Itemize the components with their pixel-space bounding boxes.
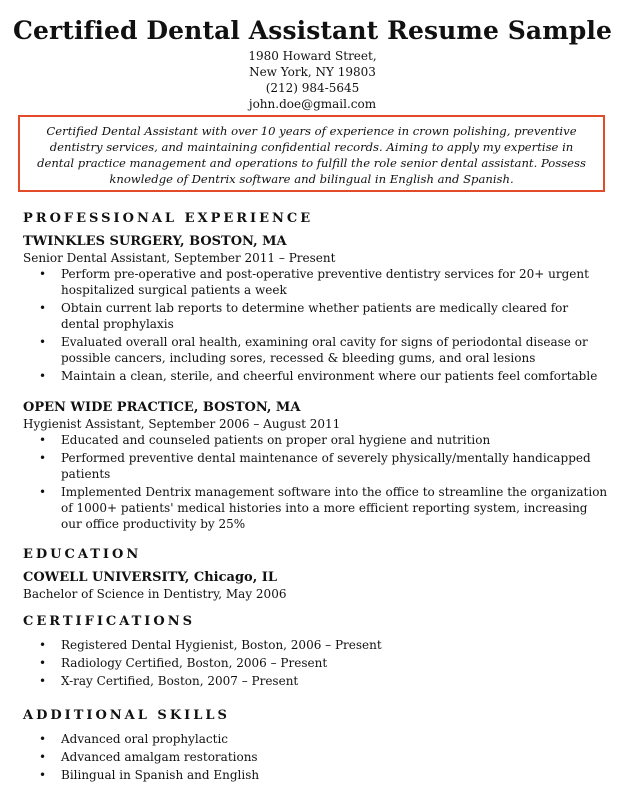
education-entry [23,569,608,602]
bullet-icon: • [39,267,47,281]
bullet-icon: • [39,369,47,383]
bullet-text: Registered Dental Hygienist, Boston, 2006 – Present [61,638,382,652]
list-item [23,655,608,671]
bullet-icon: • [39,301,47,315]
bullet-text: Maintain a clean, sterile, and cheerful environment where our patients feel comfortable [61,369,598,383]
summary-box [18,115,605,192]
resume-title: Certified Dental Assistant Resume Sample [13,16,612,45]
job-bullets [23,432,608,532]
education-heading: EDUCATION [23,547,142,562]
degree: Bachelor of Science in Dentistry, May 2006 [23,587,287,601]
list-item [23,637,608,653]
school-name: COWELL UNIVERSITY, Chicago, IL [23,570,277,585]
bullet-icon: • [39,335,47,349]
list-item [23,300,608,332]
job-role: Senior Dental Assistant, September 2011 – Present [23,251,336,265]
job-entry-2 [23,399,608,534]
list-item [23,484,608,532]
certifications-heading: CERTIFICATIONS [23,614,195,629]
list-item [23,266,608,298]
bullet-text: Performed preventive dental maintenance of severely physically/mentally handicapped patients [61,451,591,481]
list-item [23,432,608,448]
bullet-icon: • [39,768,47,782]
bullet-icon: • [39,656,47,670]
bullet-text: Evaluated overall oral health, examining oral cavity for signs of periodontal disease or possible cancers, including sores, recessed & bleeding gums, and oral lesions [61,335,588,365]
bullet-icon: • [39,638,47,652]
job-company: OPEN WIDE PRACTICE, BOSTON, MA [23,400,301,415]
skills-heading: ADDITIONAL SKILLS [23,708,230,723]
bullet-icon: • [39,732,47,746]
bullet-icon: • [39,750,47,764]
bullet-text: Obtain current lab reports to determine whether patients are medically cleared for dental prophylaxis [61,301,569,331]
contact-street: 1980 Howard Street, [248,49,377,63]
contact-email: john.doe@gmail.com [248,97,377,111]
bullet-text: Implemented Dentrix management software into the office to streamline the organization of 1000+ patients' medical histories into a more efficient reporting system, increasing our office productivity by 25% [61,485,608,531]
bullet-text: Advanced amalgam restorations [61,750,258,764]
list-item [23,731,608,747]
contact-city: New York, NY 19803 [249,65,376,79]
certification-bullets [23,637,608,689]
list-item [23,749,608,765]
bullet-text: Radiology Certified, Boston, 2006 – Present [61,656,328,670]
bullet-text: Educated and counseled patients on proper oral hygiene and nutrition [61,433,491,447]
bullet-icon: • [39,485,47,499]
job-company: TWINKLES SURGERY, BOSTON, MA [23,234,287,249]
contact-block [0,48,625,112]
contact-phone: (212) 984-5645 [265,81,360,95]
list-item [23,673,608,689]
bullet-text: Perform pre-operative and post-operative preventive dentistry services for 20+ urgent hospitalized surgical patients a week [61,267,589,297]
list-item [23,368,608,384]
job-bullets [23,266,608,384]
certifications-list [23,637,608,691]
bullet-text: Bilingual in Spanish and English [61,768,260,782]
bullet-icon: • [39,451,47,465]
job-entry-1 [23,233,608,386]
bullet-text: X-ray Certified, Boston, 2007 – Present [61,674,299,688]
bullet-text: Advanced oral prophylactic [61,732,229,746]
list-item [23,334,608,366]
job-role: Hygienist Assistant, September 2006 – August 2011 [23,417,341,431]
experience-heading: PROFESSIONAL EXPERIENCE [23,211,314,226]
summary-text: Certified Dental Assistant with over 10 years of experience in crown polishing, preventive dentistry services, and maintaining confidential records. Aiming to apply my expertise in dental practice management and operations to fulfill the role senior dental assistant. Possess knowledge of Dentrix software and bilingual in English and Spanish. [37,124,586,186]
list-item [23,767,608,783]
skill-bullets [23,731,608,783]
skills-list [23,731,608,785]
bullet-icon: • [39,674,47,688]
list-item [23,450,608,482]
bullet-icon: • [39,433,47,447]
